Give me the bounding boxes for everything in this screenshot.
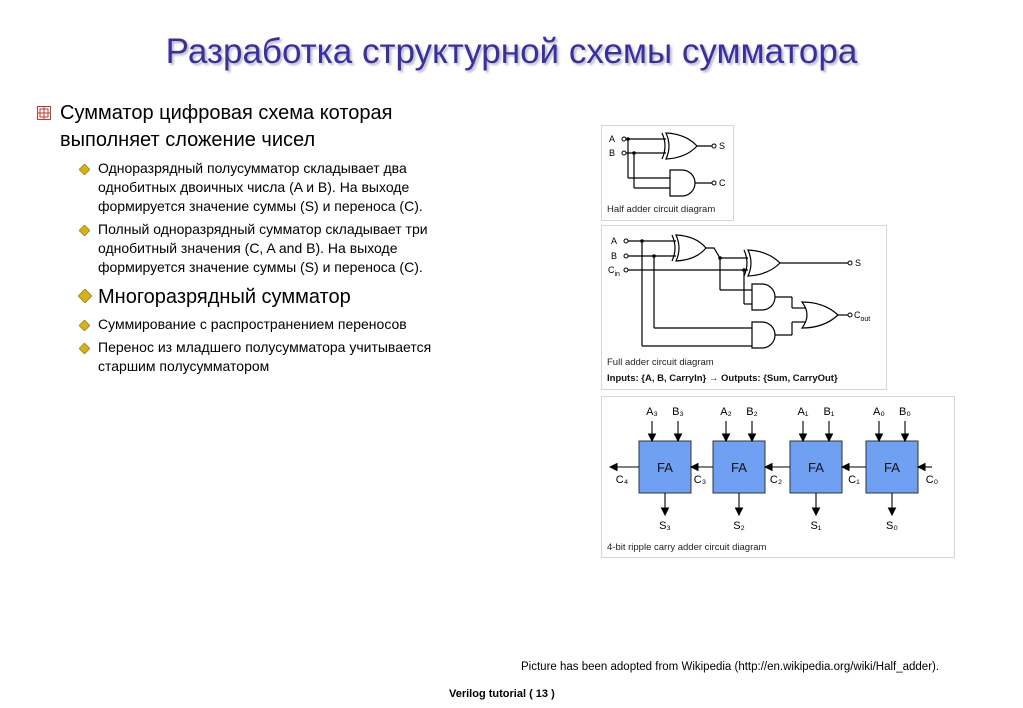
- label-s: S: [719, 141, 726, 151]
- input-b-label: B₂: [746, 406, 758, 418]
- bullet-half-adder: Одноразрядный полусумматор складывает два однобитных двоичных числа (A и B). На выходе формируется значение суммы (S) и переноса (C).: [98, 160, 423, 214]
- carry-label: C₃: [693, 474, 707, 486]
- input-b-label: B₀: [899, 406, 911, 418]
- output-s-label: S₃: [659, 520, 671, 532]
- full-adder-figure: [601, 225, 887, 390]
- ripple-adder-diagram: [602, 397, 954, 535]
- input-terminal-b: [622, 151, 626, 155]
- input-b-label: B₁: [823, 406, 835, 418]
- diamond-bullet-icon: [79, 164, 90, 175]
- fa-label: FA: [657, 460, 673, 475]
- half-adder-figure: [601, 125, 734, 221]
- input-a-label: A₀: [873, 406, 885, 418]
- footer-page-number: Verilog tutorial ( 13 ): [449, 688, 555, 700]
- input-a-label: A₁: [797, 406, 809, 418]
- label-c: C: [719, 178, 726, 188]
- input-a-label: A₂: [720, 406, 732, 418]
- label-b: B: [609, 148, 616, 158]
- bullet-full-adder: Полный одноразрядный сумматор складывает три однобитный значения (C, A and B). На выходе формируется значение суммы (S) и переноса (C).: [98, 221, 428, 275]
- output-s-label: S₀: [886, 520, 898, 532]
- input-terminal-cin: [624, 268, 628, 272]
- bullet-main: Сумматор цифровая схема которая выполняет сложение чисел: [60, 102, 393, 151]
- diamond-bullet-icon: [78, 289, 92, 303]
- diamond-bullet-icon: [79, 320, 90, 331]
- label-b: B: [611, 251, 618, 261]
- bullet-carry: Перенос из младшего полусумматора учитывается старшим полусумматором: [98, 339, 432, 374]
- carry-label: C₁: [848, 474, 860, 486]
- full-adder-io-line: Inputs: {A, B, CarryIn} → Outputs: {Sum, CarryOut}: [607, 373, 838, 384]
- input-b-label: B₃: [672, 406, 684, 418]
- diamond-bullet-icon: [79, 343, 90, 354]
- output-terminal-cout: [848, 313, 852, 317]
- bullet-ripple: Суммирование с распространением переносов: [98, 316, 407, 332]
- full-adder-diagram: [602, 226, 886, 356]
- square-bullet-icon: [37, 106, 51, 120]
- full-adder-caption: Full adder circuit diagram: [607, 357, 714, 368]
- label-cin: $C_{in}$: [608, 265, 620, 278]
- half-adder-caption: Half adder circuit diagram: [607, 204, 716, 215]
- input-terminal-a: [622, 137, 626, 141]
- diamond-bullet-icon: [79, 225, 90, 236]
- label-cout: $C_{out}$: [854, 310, 871, 323]
- input-terminal-a: [624, 239, 628, 243]
- image-credit: Picture has been adopted from Wikipedia (http://en.wikipedia.org/wiki/Half_adder).: [521, 661, 940, 673]
- label-a: A: [609, 134, 616, 144]
- output-terminal-s: [848, 261, 852, 265]
- output-s-label: S₂: [733, 520, 745, 532]
- page-title: Разработка структурной схемы сумматора: [165, 32, 858, 71]
- fa-label: FA: [884, 460, 900, 475]
- carry-label: C₀: [925, 474, 939, 486]
- fa-label: FA: [731, 460, 747, 475]
- half-adder-diagram: [602, 126, 733, 204]
- fa-label: FA: [808, 460, 824, 475]
- output-terminal-s: [712, 144, 716, 148]
- carry-label: C₄: [615, 474, 629, 486]
- carry-label: C₂: [769, 474, 783, 486]
- input-terminal-b: [624, 254, 628, 258]
- output-terminal-c: [712, 181, 716, 185]
- output-s-label: S₁: [810, 520, 822, 532]
- bullet-multi-bit: Многоразрядный сумматор: [98, 286, 351, 308]
- label-s: S: [855, 258, 862, 268]
- label-a: A: [611, 236, 618, 246]
- ripple-adder-figure: [601, 396, 955, 558]
- input-a-label: A₃: [646, 406, 658, 418]
- ripple-adder-caption: 4-bit ripple carry adder circuit diagram: [607, 542, 767, 553]
